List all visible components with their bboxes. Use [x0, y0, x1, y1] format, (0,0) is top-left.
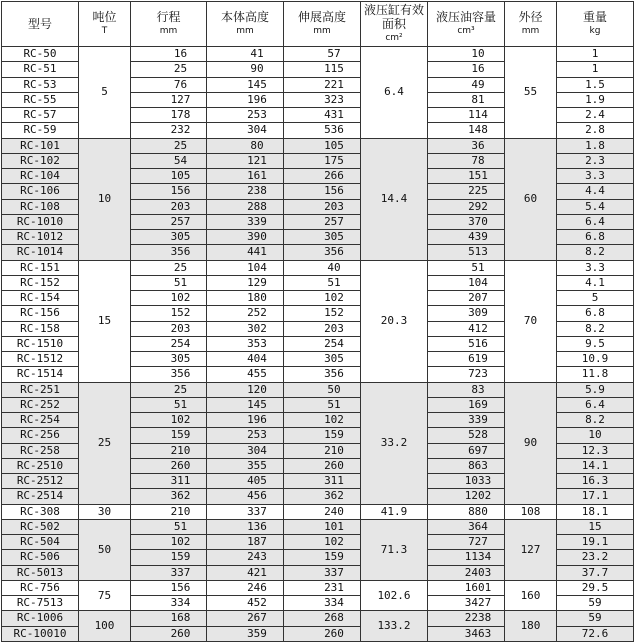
extended-height-cell: 203 — [284, 199, 361, 214]
model-cell: RC-256 — [2, 428, 79, 443]
stroke-cell: 25 — [131, 62, 207, 77]
closed-height-cell: 267 — [207, 611, 284, 626]
model-cell: RC-10010 — [2, 626, 79, 642]
model-cell: RC-102 — [2, 153, 79, 168]
model-cell: RC-59 — [2, 123, 79, 138]
weight-cell: 8.2 — [557, 413, 634, 428]
model-cell: RC-506 — [2, 550, 79, 565]
closed-height-cell: 238 — [207, 184, 284, 199]
tonnage-cell: 30 — [79, 504, 131, 519]
model-cell: RC-51 — [2, 62, 79, 77]
extended-height-cell: 102 — [284, 413, 361, 428]
extended-height-cell: 57 — [284, 47, 361, 62]
header-oil-capacity: 液压油容量 cm³ — [428, 2, 505, 47]
extended-height-cell: 356 — [284, 367, 361, 382]
weight-cell: 5.9 — [557, 382, 634, 397]
oil-capacity-cell: 513 — [428, 245, 505, 260]
oil-capacity-cell: 439 — [428, 230, 505, 245]
oil-capacity-cell: 1601 — [428, 580, 505, 595]
stroke-cell: 51 — [131, 397, 207, 412]
model-cell: RC-55 — [2, 92, 79, 107]
weight-cell: 1.5 — [557, 77, 634, 92]
extended-height-cell: 159 — [284, 550, 361, 565]
oil-capacity-cell: 10 — [428, 47, 505, 62]
extended-height-cell: 159 — [284, 428, 361, 443]
weight-cell: 18.1 — [557, 504, 634, 519]
weight-cell: 5 — [557, 291, 634, 306]
closed-height-cell: 136 — [207, 519, 284, 534]
weight-cell: 59 — [557, 611, 634, 626]
extended-height-cell: 221 — [284, 77, 361, 92]
closed-height-cell: 339 — [207, 214, 284, 229]
oil-capacity-cell: 412 — [428, 321, 505, 336]
oil-capacity-cell: 3427 — [428, 596, 505, 611]
stroke-cell: 356 — [131, 245, 207, 260]
spec-table — [1, 1, 634, 642]
weight-cell: 1 — [557, 62, 634, 77]
extended-height-cell: 431 — [284, 108, 361, 123]
oil-capacity-cell: 225 — [428, 184, 505, 199]
effective-area-cell: 33.2 — [361, 382, 428, 504]
stroke-cell: 51 — [131, 275, 207, 290]
extended-height-cell: 156 — [284, 184, 361, 199]
closed-height-cell: 304 — [207, 443, 284, 458]
model-cell: RC-53 — [2, 77, 79, 92]
oil-capacity-cell: 49 — [428, 77, 505, 92]
outer-diameter-cell: 180 — [505, 611, 557, 642]
stroke-cell: 54 — [131, 153, 207, 168]
effective-area-cell: 20.3 — [361, 260, 428, 382]
header-model: 型号 — [2, 2, 79, 47]
oil-capacity-cell: 1134 — [428, 550, 505, 565]
oil-capacity-cell: 1202 — [428, 489, 505, 504]
table-row — [2, 138, 634, 153]
model-cell: RC-1012 — [2, 230, 79, 245]
stroke-cell: 203 — [131, 321, 207, 336]
stroke-cell: 305 — [131, 230, 207, 245]
tonnage-cell: 5 — [79, 47, 131, 139]
closed-height-cell: 196 — [207, 92, 284, 107]
extended-height-cell: 337 — [284, 565, 361, 580]
extended-height-cell: 152 — [284, 306, 361, 321]
closed-height-cell: 452 — [207, 596, 284, 611]
oil-capacity-cell: 528 — [428, 428, 505, 443]
extended-height-cell: 51 — [284, 275, 361, 290]
weight-cell: 9.5 — [557, 336, 634, 351]
stroke-cell: 362 — [131, 489, 207, 504]
model-cell: RC-2510 — [2, 458, 79, 473]
header-tonnage: 吨位 T — [79, 2, 131, 47]
closed-height-cell: 253 — [207, 428, 284, 443]
weight-cell: 72.6 — [557, 626, 634, 642]
stroke-cell: 51 — [131, 519, 207, 534]
model-cell: RC-1006 — [2, 611, 79, 626]
stroke-cell: 337 — [131, 565, 207, 580]
extended-height-cell: 305 — [284, 230, 361, 245]
closed-height-cell: 187 — [207, 535, 284, 550]
model-cell: RC-156 — [2, 306, 79, 321]
weight-cell: 10.9 — [557, 352, 634, 367]
extended-height-cell: 536 — [284, 123, 361, 138]
model-cell: RC-5013 — [2, 565, 79, 580]
model-cell: RC-57 — [2, 108, 79, 123]
weight-cell: 11.8 — [557, 367, 634, 382]
model-cell: RC-158 — [2, 321, 79, 336]
extended-height-cell: 311 — [284, 474, 361, 489]
closed-height-cell: 180 — [207, 291, 284, 306]
weight-cell: 8.2 — [557, 321, 634, 336]
table-row — [2, 382, 634, 397]
oil-capacity-cell: 3463 — [428, 626, 505, 642]
stroke-cell: 260 — [131, 458, 207, 473]
oil-capacity-cell: 51 — [428, 260, 505, 275]
weight-cell: 14.1 — [557, 458, 634, 473]
weight-cell: 1.8 — [557, 138, 634, 153]
oil-capacity-cell: 78 — [428, 153, 505, 168]
model-cell: RC-101 — [2, 138, 79, 153]
weight-cell: 6.4 — [557, 397, 634, 412]
tonnage-cell: 100 — [79, 611, 131, 642]
model-cell: RC-2514 — [2, 489, 79, 504]
table-row — [2, 519, 634, 534]
stroke-cell: 254 — [131, 336, 207, 351]
closed-height-cell: 161 — [207, 169, 284, 184]
weight-cell: 16.3 — [557, 474, 634, 489]
stroke-cell: 168 — [131, 611, 207, 626]
stroke-cell: 25 — [131, 138, 207, 153]
model-cell: RC-50 — [2, 47, 79, 62]
weight-cell: 29.5 — [557, 580, 634, 595]
extended-height-cell: 102 — [284, 291, 361, 306]
header-closed-height: 本体高度 mm — [207, 2, 284, 47]
model-cell: RC-1512 — [2, 352, 79, 367]
weight-cell: 2.3 — [557, 153, 634, 168]
closed-height-cell: 80 — [207, 138, 284, 153]
table-row — [2, 580, 634, 595]
tonnage-cell: 75 — [79, 580, 131, 611]
outer-diameter-cell: 90 — [505, 382, 557, 504]
closed-height-cell: 120 — [207, 382, 284, 397]
header-row — [2, 2, 634, 47]
extended-height-cell: 240 — [284, 504, 361, 519]
outer-diameter-cell: 160 — [505, 580, 557, 611]
model-cell: RC-1014 — [2, 245, 79, 260]
stroke-cell: 76 — [131, 77, 207, 92]
weight-cell: 4.1 — [557, 275, 634, 290]
weight-cell: 2.8 — [557, 123, 634, 138]
extended-height-cell: 268 — [284, 611, 361, 626]
closed-height-cell: 337 — [207, 504, 284, 519]
weight-cell: 8.2 — [557, 245, 634, 260]
tonnage-cell: 15 — [79, 260, 131, 382]
header-effective-area: 液压缸有效面积 cm² — [361, 2, 428, 47]
model-cell: RC-258 — [2, 443, 79, 458]
model-cell: RC-106 — [2, 184, 79, 199]
closed-height-cell: 404 — [207, 352, 284, 367]
stroke-cell: 159 — [131, 428, 207, 443]
extended-height-cell: 362 — [284, 489, 361, 504]
outer-diameter-cell: 60 — [505, 138, 557, 260]
weight-cell: 15 — [557, 519, 634, 534]
oil-capacity-cell: 863 — [428, 458, 505, 473]
closed-height-cell: 104 — [207, 260, 284, 275]
stroke-cell: 257 — [131, 214, 207, 229]
oil-capacity-cell: 619 — [428, 352, 505, 367]
oil-capacity-cell: 697 — [428, 443, 505, 458]
extended-height-cell: 105 — [284, 138, 361, 153]
oil-capacity-cell: 2403 — [428, 565, 505, 580]
weight-cell: 6.8 — [557, 306, 634, 321]
extended-height-cell: 260 — [284, 626, 361, 642]
extended-height-cell: 323 — [284, 92, 361, 107]
model-cell: RC-1010 — [2, 214, 79, 229]
stroke-cell: 210 — [131, 443, 207, 458]
weight-cell: 4.4 — [557, 184, 634, 199]
extended-height-cell: 210 — [284, 443, 361, 458]
weight-cell: 3.3 — [557, 169, 634, 184]
oil-capacity-cell: 148 — [428, 123, 505, 138]
oil-capacity-cell: 16 — [428, 62, 505, 77]
model-cell: RC-104 — [2, 169, 79, 184]
oil-capacity-cell: 104 — [428, 275, 505, 290]
oil-capacity-cell: 339 — [428, 413, 505, 428]
extended-height-cell: 356 — [284, 245, 361, 260]
stroke-cell: 232 — [131, 123, 207, 138]
extended-height-cell: 102 — [284, 535, 361, 550]
oil-capacity-cell: 364 — [428, 519, 505, 534]
closed-height-cell: 456 — [207, 489, 284, 504]
weight-cell: 1.9 — [557, 92, 634, 107]
header-stroke: 行程 mm — [131, 2, 207, 47]
stroke-cell: 159 — [131, 550, 207, 565]
extended-height-cell: 40 — [284, 260, 361, 275]
stroke-cell: 210 — [131, 504, 207, 519]
extended-height-cell: 231 — [284, 580, 361, 595]
oil-capacity-cell: 2238 — [428, 611, 505, 626]
table-body — [2, 47, 634, 642]
stroke-cell: 25 — [131, 260, 207, 275]
oil-capacity-cell: 151 — [428, 169, 505, 184]
oil-capacity-cell: 1033 — [428, 474, 505, 489]
model-cell: RC-7513 — [2, 596, 79, 611]
stroke-cell: 156 — [131, 184, 207, 199]
closed-height-cell: 41 — [207, 47, 284, 62]
model-cell: RC-252 — [2, 397, 79, 412]
oil-capacity-cell: 36 — [428, 138, 505, 153]
closed-height-cell: 302 — [207, 321, 284, 336]
weight-cell: 12.3 — [557, 443, 634, 458]
closed-height-cell: 121 — [207, 153, 284, 168]
effective-area-cell: 41.9 — [361, 504, 428, 519]
stroke-cell: 334 — [131, 596, 207, 611]
extended-height-cell: 334 — [284, 596, 361, 611]
outer-diameter-cell: 127 — [505, 519, 557, 580]
effective-area-cell: 6.4 — [361, 47, 428, 139]
oil-capacity-cell: 727 — [428, 535, 505, 550]
extended-height-cell: 203 — [284, 321, 361, 336]
closed-height-cell: 246 — [207, 580, 284, 595]
model-cell: RC-108 — [2, 199, 79, 214]
model-cell: RC-151 — [2, 260, 79, 275]
closed-height-cell: 441 — [207, 245, 284, 260]
stroke-cell: 178 — [131, 108, 207, 123]
outer-diameter-cell: 55 — [505, 47, 557, 139]
closed-height-cell: 355 — [207, 458, 284, 473]
extended-height-cell: 51 — [284, 397, 361, 412]
oil-capacity-cell: 81 — [428, 92, 505, 107]
closed-height-cell: 288 — [207, 199, 284, 214]
closed-height-cell: 252 — [207, 306, 284, 321]
weight-cell: 10 — [557, 428, 634, 443]
outer-diameter-cell: 70 — [505, 260, 557, 382]
effective-area-cell: 14.4 — [361, 138, 428, 260]
extended-height-cell: 101 — [284, 519, 361, 534]
model-cell: RC-254 — [2, 413, 79, 428]
model-cell: RC-2512 — [2, 474, 79, 489]
extended-height-cell: 115 — [284, 62, 361, 77]
model-cell: RC-502 — [2, 519, 79, 534]
closed-height-cell: 304 — [207, 123, 284, 138]
oil-capacity-cell: 516 — [428, 336, 505, 351]
effective-area-cell: 102.6 — [361, 580, 428, 611]
table-row — [2, 611, 634, 626]
weight-cell: 59 — [557, 596, 634, 611]
extended-height-cell: 50 — [284, 382, 361, 397]
effective-area-cell: 133.2 — [361, 611, 428, 642]
table-row — [2, 504, 634, 519]
oil-capacity-cell: 880 — [428, 504, 505, 519]
closed-height-cell: 253 — [207, 108, 284, 123]
closed-height-cell: 359 — [207, 626, 284, 642]
extended-height-cell: 257 — [284, 214, 361, 229]
closed-height-cell: 90 — [207, 62, 284, 77]
oil-capacity-cell: 207 — [428, 291, 505, 306]
stroke-cell: 102 — [131, 291, 207, 306]
tonnage-cell: 25 — [79, 382, 131, 504]
header-weight: 重量 kg — [557, 2, 634, 47]
weight-cell: 3.3 — [557, 260, 634, 275]
closed-height-cell: 196 — [207, 413, 284, 428]
closed-height-cell: 405 — [207, 474, 284, 489]
tonnage-cell: 50 — [79, 519, 131, 580]
weight-cell: 37.7 — [557, 565, 634, 580]
stroke-cell: 305 — [131, 352, 207, 367]
weight-cell: 19.1 — [557, 535, 634, 550]
extended-height-cell: 175 — [284, 153, 361, 168]
oil-capacity-cell: 309 — [428, 306, 505, 321]
model-cell: RC-152 — [2, 275, 79, 290]
effective-area-cell: 71.3 — [361, 519, 428, 580]
stroke-cell: 105 — [131, 169, 207, 184]
stroke-cell: 311 — [131, 474, 207, 489]
weight-cell: 6.4 — [557, 214, 634, 229]
stroke-cell: 152 — [131, 306, 207, 321]
extended-height-cell: 260 — [284, 458, 361, 473]
stroke-cell: 102 — [131, 535, 207, 550]
closed-height-cell: 353 — [207, 336, 284, 351]
model-cell: RC-504 — [2, 535, 79, 550]
closed-height-cell: 243 — [207, 550, 284, 565]
closed-height-cell: 145 — [207, 77, 284, 92]
weight-cell: 1 — [557, 47, 634, 62]
closed-height-cell: 390 — [207, 230, 284, 245]
tonnage-cell: 10 — [79, 138, 131, 260]
oil-capacity-cell: 169 — [428, 397, 505, 412]
stroke-cell: 156 — [131, 580, 207, 595]
header-extended-height: 伸展高度 mm — [284, 2, 361, 47]
header-outer-diameter: 外径 mm — [505, 2, 557, 47]
stroke-cell: 127 — [131, 92, 207, 107]
weight-cell: 2.4 — [557, 108, 634, 123]
table-header — [2, 2, 634, 47]
oil-capacity-cell: 83 — [428, 382, 505, 397]
closed-height-cell: 421 — [207, 565, 284, 580]
model-cell: RC-154 — [2, 291, 79, 306]
oil-capacity-cell: 370 — [428, 214, 505, 229]
weight-cell: 5.4 — [557, 199, 634, 214]
stroke-cell: 356 — [131, 367, 207, 382]
model-cell: RC-756 — [2, 580, 79, 595]
extended-height-cell: 305 — [284, 352, 361, 367]
stroke-cell: 16 — [131, 47, 207, 62]
table-row — [2, 47, 634, 62]
table-row — [2, 260, 634, 275]
outer-diameter-cell: 108 — [505, 504, 557, 519]
extended-height-cell: 254 — [284, 336, 361, 351]
oil-capacity-cell: 114 — [428, 108, 505, 123]
model-cell: RC-1514 — [2, 367, 79, 382]
oil-capacity-cell: 292 — [428, 199, 505, 214]
weight-cell: 6.8 — [557, 230, 634, 245]
closed-height-cell: 145 — [207, 397, 284, 412]
closed-height-cell: 129 — [207, 275, 284, 290]
extended-height-cell: 266 — [284, 169, 361, 184]
stroke-cell: 102 — [131, 413, 207, 428]
stroke-cell: 203 — [131, 199, 207, 214]
oil-capacity-cell: 723 — [428, 367, 505, 382]
stroke-cell: 260 — [131, 626, 207, 642]
stroke-cell: 25 — [131, 382, 207, 397]
model-cell: RC-308 — [2, 504, 79, 519]
model-cell: RC-251 — [2, 382, 79, 397]
closed-height-cell: 455 — [207, 367, 284, 382]
model-cell: RC-1510 — [2, 336, 79, 351]
weight-cell: 23.2 — [557, 550, 634, 565]
weight-cell: 17.1 — [557, 489, 634, 504]
